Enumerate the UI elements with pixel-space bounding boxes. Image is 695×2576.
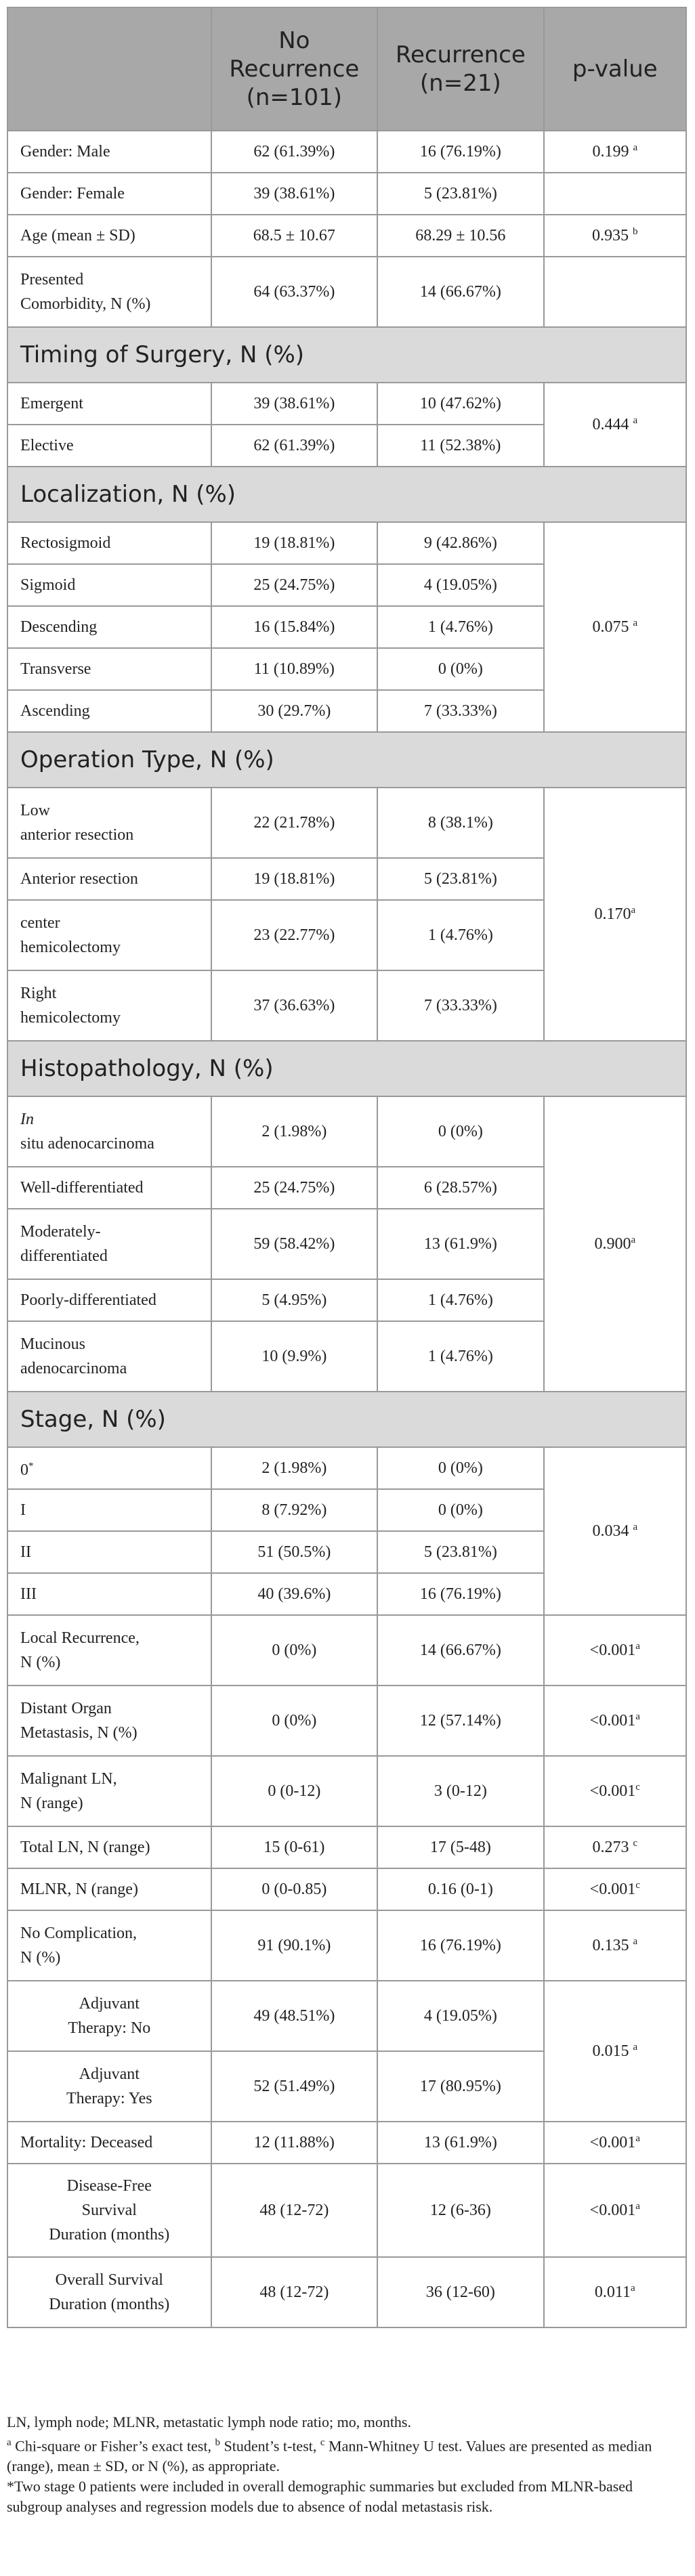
p-value-cell: <0.001$^c$ (544, 1868, 686, 1910)
row-label: Poorly-differentiated (7, 1279, 211, 1321)
recurrence-cell: 0.16 (0-1) (377, 1868, 543, 1910)
recurrence-cell: 7 (33.33%) (377, 690, 543, 732)
row-label: Emergent (7, 383, 211, 425)
no-recurrence-cell: 64 (63.37%) (211, 257, 377, 327)
no-recurrence-cell: 52 (51.49%) (211, 2051, 377, 2122)
p-value-cell: 0.135 $^a$ (544, 1910, 686, 1981)
recurrence-cell: 11 (52.38%) (377, 425, 543, 467)
no-recurrence-cell: 49 (48.51%) (211, 1981, 377, 2051)
recurrence-cell: 8 (38.1%) (377, 788, 543, 858)
p-value-cell (544, 257, 686, 327)
no-recurrence-cell: 15 (0-61) (211, 1826, 377, 1868)
section-stage: Stage, N (%) (7, 1392, 686, 1447)
no-recurrence-cell: 39 (38.61%) (211, 173, 377, 215)
no-recurrence-cell: 5 (4.95%) (211, 1279, 377, 1321)
table-footnotes (7, 2412, 687, 2517)
no-recurrence-cell: 16 (15.84%) (211, 606, 377, 648)
stage-zero-note: *Two stage 0 patients were included in overall demographic summaries but excluded from MLNR-based subgroup analyses and regression models due to absence of nodal metastasis risk. (7, 2478, 633, 2516)
row-label: Low anterior resection (7, 788, 211, 858)
row-label: Right hemicolectomy (7, 970, 211, 1041)
recurrence-cell: 9 (42.86%) (377, 522, 543, 564)
table-header-row (7, 7, 686, 131)
no-recurrence-cell: 0 (0%) (211, 1615, 377, 1686)
row-label: Gender: Female (7, 173, 211, 215)
section-header-row (7, 327, 686, 383)
recurrence-cell: 68.29 ± 10.56 (377, 215, 543, 257)
row-label: Disease-Free Survival Duration (months) (7, 2164, 211, 2257)
recurrence-cell: 12 (6-36) (377, 2164, 543, 2257)
row-label: II (7, 1531, 211, 1573)
row-label: Well-differentiated (7, 1167, 211, 1209)
recurrence-cell: 3 (0-12) (377, 1756, 543, 1826)
no-recurrence-cell: 8 (7.92%) (211, 1489, 377, 1531)
row-label: Mucinous adenocarcinoma (7, 1321, 211, 1392)
table-row (7, 383, 686, 425)
row-label: Transverse (7, 648, 211, 690)
recurrence-cell: 1 (4.76%) (377, 1279, 543, 1321)
recurrence-cell: 1 (4.76%) (377, 606, 543, 648)
table-row (7, 1868, 686, 1910)
recurrence-cell: 17 (5-48) (377, 1826, 543, 1868)
recurrence-cell: 0 (0%) (377, 1447, 543, 1489)
recurrence-cell: 4 (19.05%) (377, 1981, 543, 2051)
demographics-table (7, 7, 687, 2328)
table-row (7, 1686, 686, 1756)
recurrence-cell: 13 (61.9%) (377, 1209, 543, 1279)
no-recurrence-cell: 2 (1.98%) (211, 1447, 377, 1489)
p-value-cell: 0.444 $^a$ (544, 383, 686, 467)
p-value-cell: <0.001$^a$ (544, 1686, 686, 1756)
recurrence-cell: 4 (19.05%) (377, 564, 543, 606)
p-value-cell: 0.900$^a$ (544, 1096, 686, 1392)
row-label: In situ adenocarcinoma (7, 1096, 211, 1167)
recurrence-cell: 0 (0%) (377, 648, 543, 690)
section-timing-of-surgery: Timing of Surgery, N (%) (7, 327, 686, 383)
no-recurrence-cell: 37 (36.63%) (211, 970, 377, 1041)
no-recurrence-cell: 19 (18.81%) (211, 858, 377, 900)
row-label: Total LN, N (range) (7, 1826, 211, 1868)
table-row (7, 522, 686, 564)
p-value-cell: 0.011$^a$ (544, 2257, 686, 2327)
table-row (7, 1981, 686, 2051)
recurrence-cell: 0 (0%) (377, 1096, 543, 1167)
row-label: MLNR, N (range) (7, 1868, 211, 1910)
no-recurrence-cell: 19 (18.81%) (211, 522, 377, 564)
p-value-cell: 0.075 $^a$ (544, 522, 686, 732)
recurrence-cell: 10 (47.62%) (377, 383, 543, 425)
recurrence-cell: 16 (76.19%) (377, 1573, 543, 1615)
section-header-row (7, 467, 686, 522)
row-label: No Complication, N (%) (7, 1910, 211, 1981)
table-row (7, 788, 686, 858)
section-histopathology: Histopathology, N (%) (7, 1041, 686, 1096)
row-label: center hemicolectomy (7, 900, 211, 970)
no-recurrence-cell: 11 (10.89%) (211, 648, 377, 690)
row-label: 0* (7, 1447, 211, 1489)
table-row (7, 1910, 686, 1981)
row-label: Moderately- differentiated (7, 1209, 211, 1279)
no-recurrence-cell: 62 (61.39%) (211, 425, 377, 467)
test-notes: $^a$ Chi-square or Fisher’s exact test, $^b$ Student’s t-test, $^c$ Mann-Whitney U test. Values are presented as median (range), mean ± SD, or N (%), as appropriate. (7, 2437, 652, 2475)
table-row (7, 215, 686, 257)
row-label: Presented Comorbidity, N (%) (7, 257, 211, 327)
section-header-row (7, 1041, 686, 1096)
row-label: Sigmoid (7, 564, 211, 606)
no-recurrence-cell: 39 (38.61%) (211, 383, 377, 425)
section-operation-type: Operation Type, N (%) (7, 732, 686, 788)
abbreviations-note: LN, lymph node; MLNR, metastatic lymph node ratio; mo, months. (7, 2413, 411, 2430)
header-variable (7, 7, 211, 131)
p-value-cell: 0.273 $^c$ (544, 1826, 686, 1868)
recurrence-cell: 5 (23.81%) (377, 1531, 543, 1573)
table-row (7, 1096, 686, 1167)
p-value-cell: <0.001$^a$ (544, 2164, 686, 2257)
recurrence-cell: 7 (33.33%) (377, 970, 543, 1041)
row-label: Ascending (7, 690, 211, 732)
table-row (7, 131, 686, 173)
p-value-cell: <0.001$^c$ (544, 1756, 686, 1826)
p-value-cell: 0.170$^a$ (544, 788, 686, 1041)
no-recurrence-cell: 25 (24.75%) (211, 1167, 377, 1209)
row-label: Overall Survival Duration (months) (7, 2257, 211, 2327)
table-row (7, 173, 686, 215)
p-value-cell: 0.015 $^a$ (544, 1981, 686, 2122)
recurrence-cell: 5 (23.81%) (377, 173, 543, 215)
row-label: Anterior resection (7, 858, 211, 900)
row-label: Adjuvant Therapy: Yes (7, 2051, 211, 2122)
header-no-recurrence: No Recurrence (n=101) (211, 7, 377, 131)
header-p-value: p-value (544, 7, 686, 131)
table-row (7, 2122, 686, 2164)
recurrence-cell: 12 (57.14%) (377, 1686, 543, 1756)
recurrence-cell: 16 (76.19%) (377, 131, 543, 173)
recurrence-cell: 6 (28.57%) (377, 1167, 543, 1209)
no-recurrence-cell: 59 (58.42%) (211, 1209, 377, 1279)
p-value-cell: 0.034 $^a$ (544, 1447, 686, 1615)
recurrence-cell: 0 (0%) (377, 1489, 543, 1531)
table-row (7, 2164, 686, 2257)
row-label: Descending (7, 606, 211, 648)
row-label: Elective (7, 425, 211, 467)
section-localization: Localization, N (%) (7, 467, 686, 522)
row-label: Adjuvant Therapy: No (7, 1981, 211, 2051)
no-recurrence-cell: 48 (12-72) (211, 2164, 377, 2257)
no-recurrence-cell: 10 (9.9%) (211, 1321, 377, 1392)
section-header-row (7, 1392, 686, 1447)
row-label: Gender: Male (7, 131, 211, 173)
no-recurrence-cell: 40 (39.6%) (211, 1573, 377, 1615)
no-recurrence-cell: 12 (11.88%) (211, 2122, 377, 2164)
table-row (7, 1615, 686, 1686)
no-recurrence-cell: 91 (90.1%) (211, 1910, 377, 1981)
recurrence-cell: 16 (76.19%) (377, 1910, 543, 1981)
row-label: I (7, 1489, 211, 1531)
recurrence-cell: 1 (4.76%) (377, 1321, 543, 1392)
p-value-cell: 0.199 $^a$ (544, 131, 686, 173)
row-label: Mortality: Deceased (7, 2122, 211, 2164)
recurrence-cell: 36 (12-60) (377, 2257, 543, 2327)
p-value-cell (544, 173, 686, 215)
no-recurrence-cell: 2 (1.98%) (211, 1096, 377, 1167)
table-row (7, 1826, 686, 1868)
no-recurrence-cell: 62 (61.39%) (211, 131, 377, 173)
table-row (7, 2257, 686, 2327)
recurrence-cell: 14 (66.67%) (377, 1615, 543, 1686)
p-value-cell: <0.001$^a$ (544, 1615, 686, 1686)
recurrence-cell: 17 (80.95%) (377, 2051, 543, 2122)
p-value-cell: <0.001$^a$ (544, 2122, 686, 2164)
no-recurrence-cell: 0 (0-12) (211, 1756, 377, 1826)
recurrence-cell: 14 (66.67%) (377, 257, 543, 327)
no-recurrence-cell: 22 (21.78%) (211, 788, 377, 858)
table-row (7, 257, 686, 327)
no-recurrence-cell: 51 (50.5%) (211, 1531, 377, 1573)
row-label: Age (mean ± SD) (7, 215, 211, 257)
row-label: Rectosigmoid (7, 522, 211, 564)
section-header-row (7, 732, 686, 788)
recurrence-cell: 13 (61.9%) (377, 2122, 543, 2164)
table-row (7, 1447, 686, 1489)
row-label: Local Recurrence, N (%) (7, 1615, 211, 1686)
no-recurrence-cell: 23 (22.77%) (211, 900, 377, 970)
row-label: III (7, 1573, 211, 1615)
no-recurrence-cell: 30 (29.7%) (211, 690, 377, 732)
row-label: Malignant LN, N (range) (7, 1756, 211, 1826)
no-recurrence-cell: 0 (0%) (211, 1686, 377, 1756)
no-recurrence-cell: 48 (12-72) (211, 2257, 377, 2327)
p-value-cell: 0.935 $^b$ (544, 215, 686, 257)
row-label: Distant Organ Metastasis, N (%) (7, 1686, 211, 1756)
no-recurrence-cell: 68.5 ± 10.67 (211, 215, 377, 257)
no-recurrence-cell: 25 (24.75%) (211, 564, 377, 606)
table-row (7, 1756, 686, 1826)
no-recurrence-cell: 0 (0-0.85) (211, 1868, 377, 1910)
recurrence-cell: 5 (23.81%) (377, 858, 543, 900)
recurrence-cell: 1 (4.76%) (377, 900, 543, 970)
header-recurrence: Recurrence (n=21) (377, 7, 543, 131)
